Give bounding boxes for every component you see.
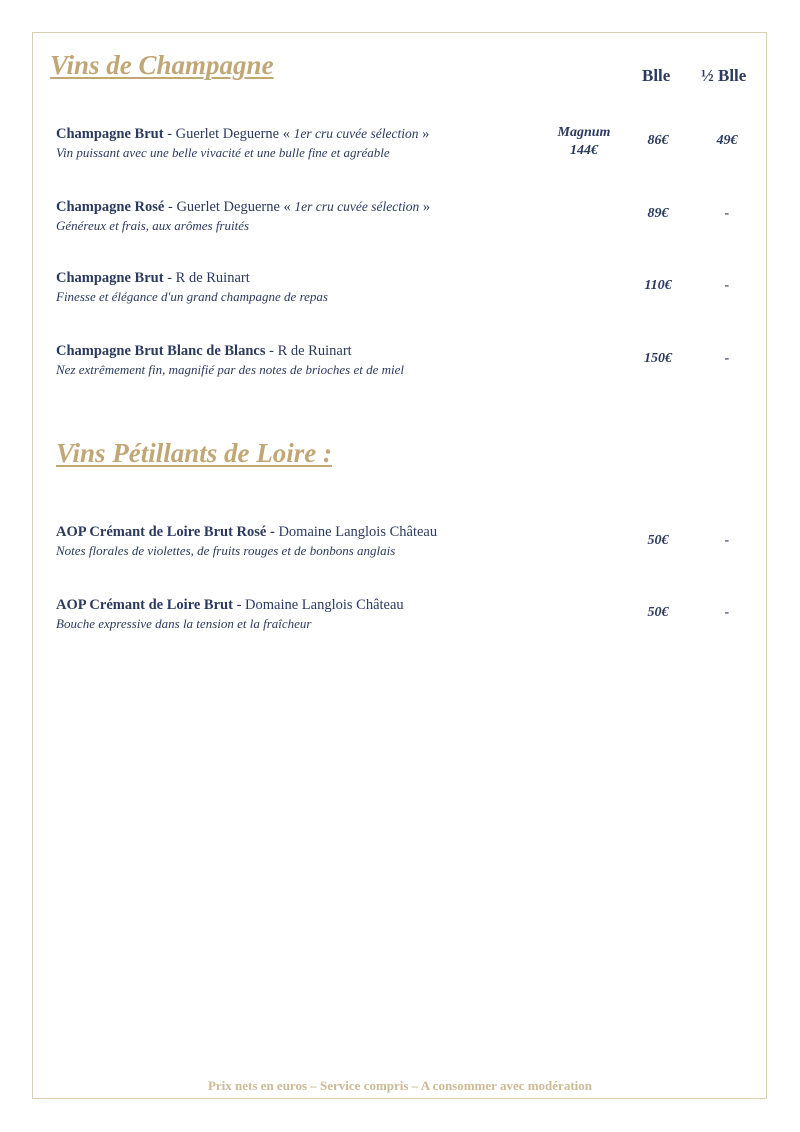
wine-separator: - bbox=[163, 270, 176, 286]
wine-producer: Domaine Langlois Château bbox=[245, 597, 404, 613]
footer-note: Prix nets en euros – Service compris – A consommer avec modération bbox=[207, 1078, 593, 1093]
bottle-price: 150€ bbox=[644, 351, 672, 366]
wine-item bbox=[56, 342, 404, 379]
wine-name: Champagne Brut bbox=[56, 270, 164, 286]
half-bottle-price: - bbox=[724, 605, 730, 620]
magnum-label: Magnum bbox=[557, 125, 611, 140]
wine-separator: - bbox=[265, 343, 278, 359]
half-bottle-price: 49€ bbox=[716, 133, 738, 148]
wine-name: AOP Crémant de Loire Brut Rosé - bbox=[56, 524, 275, 540]
wine-separator: - bbox=[164, 199, 177, 215]
wine-description: Notes florales de violettes, de fruits rouges et de bonbons anglais bbox=[56, 543, 396, 558]
wine-description: Finesse et élégance d'un grand champagne de repas bbox=[56, 289, 328, 304]
wine-item bbox=[56, 269, 328, 306]
half-bottle-price: - bbox=[724, 206, 730, 221]
bottle-price: 110€ bbox=[644, 278, 672, 293]
magnum-price bbox=[539, 124, 629, 160]
wine-separator: - bbox=[163, 126, 176, 142]
bottle-price: 50€ bbox=[647, 533, 669, 548]
wine-item bbox=[56, 197, 430, 235]
wine-item bbox=[56, 523, 437, 560]
wine-item bbox=[56, 124, 429, 162]
wine-description: Bouche expressive dans la tension et la fraîcheur bbox=[56, 616, 312, 631]
page-border bbox=[32, 32, 767, 1099]
wine-cuvee: 1er cru cuvée sélection bbox=[294, 199, 420, 214]
wine-description: Nez extrêmement fin, magnifié par des notes de brioches et de miel bbox=[56, 362, 405, 377]
wine-cuvee-close: » bbox=[419, 199, 431, 215]
wine-producer: R de Ruinart bbox=[175, 270, 250, 286]
wine-producer: Domaine Langlois Château bbox=[278, 524, 438, 540]
wine-producer: Guerlet Deguerne « bbox=[176, 199, 295, 215]
wine-name: Champagne Brut bbox=[56, 126, 164, 142]
wine-description: Généreux et frais, aux arômes fruités bbox=[56, 218, 250, 233]
bottle-price: 50€ bbox=[647, 605, 669, 620]
magnum-value: 144€ bbox=[570, 143, 598, 158]
wine-name: Champagne Brut Blanc de Blancs bbox=[56, 343, 266, 359]
bottle-price: 89€ bbox=[647, 206, 669, 221]
column-header-bottle: Blle bbox=[642, 66, 671, 85]
half-bottle-price: - bbox=[724, 278, 730, 293]
half-bottle-price: - bbox=[724, 533, 730, 548]
wine-name: Champagne Rosé bbox=[56, 199, 165, 215]
half-bottle-price: - bbox=[724, 351, 730, 366]
wine-cuvee: 1er cru cuvée sélection bbox=[293, 126, 419, 141]
wine-description: Vin puissant avec une belle vivacité et une bulle fine et agréable bbox=[56, 145, 390, 160]
wine-name: AOP Crémant de Loire Brut bbox=[56, 597, 233, 613]
wine-separator: - bbox=[232, 597, 246, 613]
wine-item bbox=[56, 596, 404, 633]
section-title-loire: Vins Pétillants de Loire : bbox=[56, 438, 333, 468]
wine-producer: R de Ruinart bbox=[277, 343, 352, 359]
wine-producer: Guerlet Deguerne « bbox=[175, 126, 294, 142]
column-header-half-bottle: ½ Blle bbox=[701, 66, 747, 85]
section-title-champagne: Vins de Champagne bbox=[50, 50, 274, 80]
bottle-price: 86€ bbox=[647, 133, 669, 148]
wine-cuvee-close: » bbox=[418, 126, 430, 142]
